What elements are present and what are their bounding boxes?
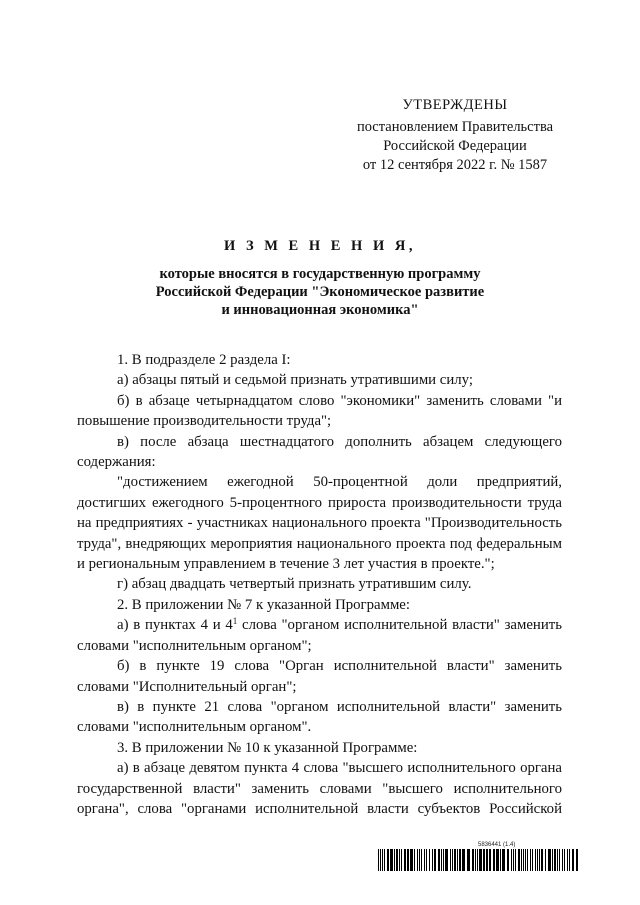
document-body	[77, 350, 562, 819]
approved-heading: УТВЕРЖДЕНЫ	[402, 97, 508, 113]
paragraph-1: 1. В подразделе 2 раздела I:	[117, 352, 291, 368]
document-title: И З М Е Н Е Н И Я,	[224, 238, 416, 254]
paragraph-10: в) в пункте 21 слова "органом исполнительной власти" заменить словами "исполнительным органом".	[77, 698, 562, 736]
paragraph-12: а) в абзаце девятом пункта 4 слова "высшего исполнительного органа государственной власти" заменить словами "высшего исполнительного органа", слова "органами исполнительной власти субъектов Российской	[77, 760, 562, 817]
approved-line-1: постановлением Правительства	[356, 119, 554, 135]
paragraph-11: 3. В приложении № 10 к указанной Программе:	[117, 739, 418, 756]
barcode-icon	[378, 849, 580, 871]
subtitle-line-2: Российской Федерации "Экономическое развитие	[155, 284, 485, 300]
paragraph-8-start: а) в пунктах 4 и 4	[117, 617, 233, 634]
paragraph-3: б) в абзаце четырнадцатом слово "экономики" заменить словами "и повышение производительности труда";	[77, 392, 562, 430]
paragraph-8	[77, 615, 562, 656]
subtitle-line-3: и инновационная экономика"	[221, 302, 419, 318]
paragraph-8-end: слова "органом исполнительной власти" заменить словами "исполнительным органом";	[77, 617, 562, 654]
paragraph-8-superscript: 1	[232, 616, 238, 627]
subtitle-line-1: которые вносятся в государственную программу	[159, 266, 481, 282]
approved-line-3: от 12 сентября 2022 г. № 1587	[362, 157, 548, 173]
paragraph-2: а) абзацы пятый и седьмой признать утратившими силу;	[117, 372, 473, 389]
approved-line-2: Российской Федерации	[383, 138, 527, 154]
paragraph-4: в) после абзаца шестнадцатого дополнить абзацем следующего содержания:	[77, 433, 562, 471]
document-subtitle	[60, 265, 580, 319]
approval-stamp-block	[330, 96, 580, 175]
paragraph-9: б) в пункте 19 слова "Орган исполнительной власти" заменить словами "Исполнительный орган";	[77, 658, 562, 695]
paragraph-6: г) абзац двадцать четвертый признать утратившим силу.	[117, 576, 472, 593]
barcode-label: 5836441 (1.4)	[478, 842, 516, 848]
paragraph-7: 2. В приложении № 7 к указанной Программе:	[117, 596, 410, 613]
paragraph-5: "достижением ежегодной 50-процентной доли предприятий, достигших ежегодного 5-процентного прироста производительности труда на предприятиях - участниках национального проекта "Производительность труда", внедряющих мероприятия национального проекта под федеральным и региональным управлением в течение 3 лет участия в проекте.";	[77, 474, 562, 573]
